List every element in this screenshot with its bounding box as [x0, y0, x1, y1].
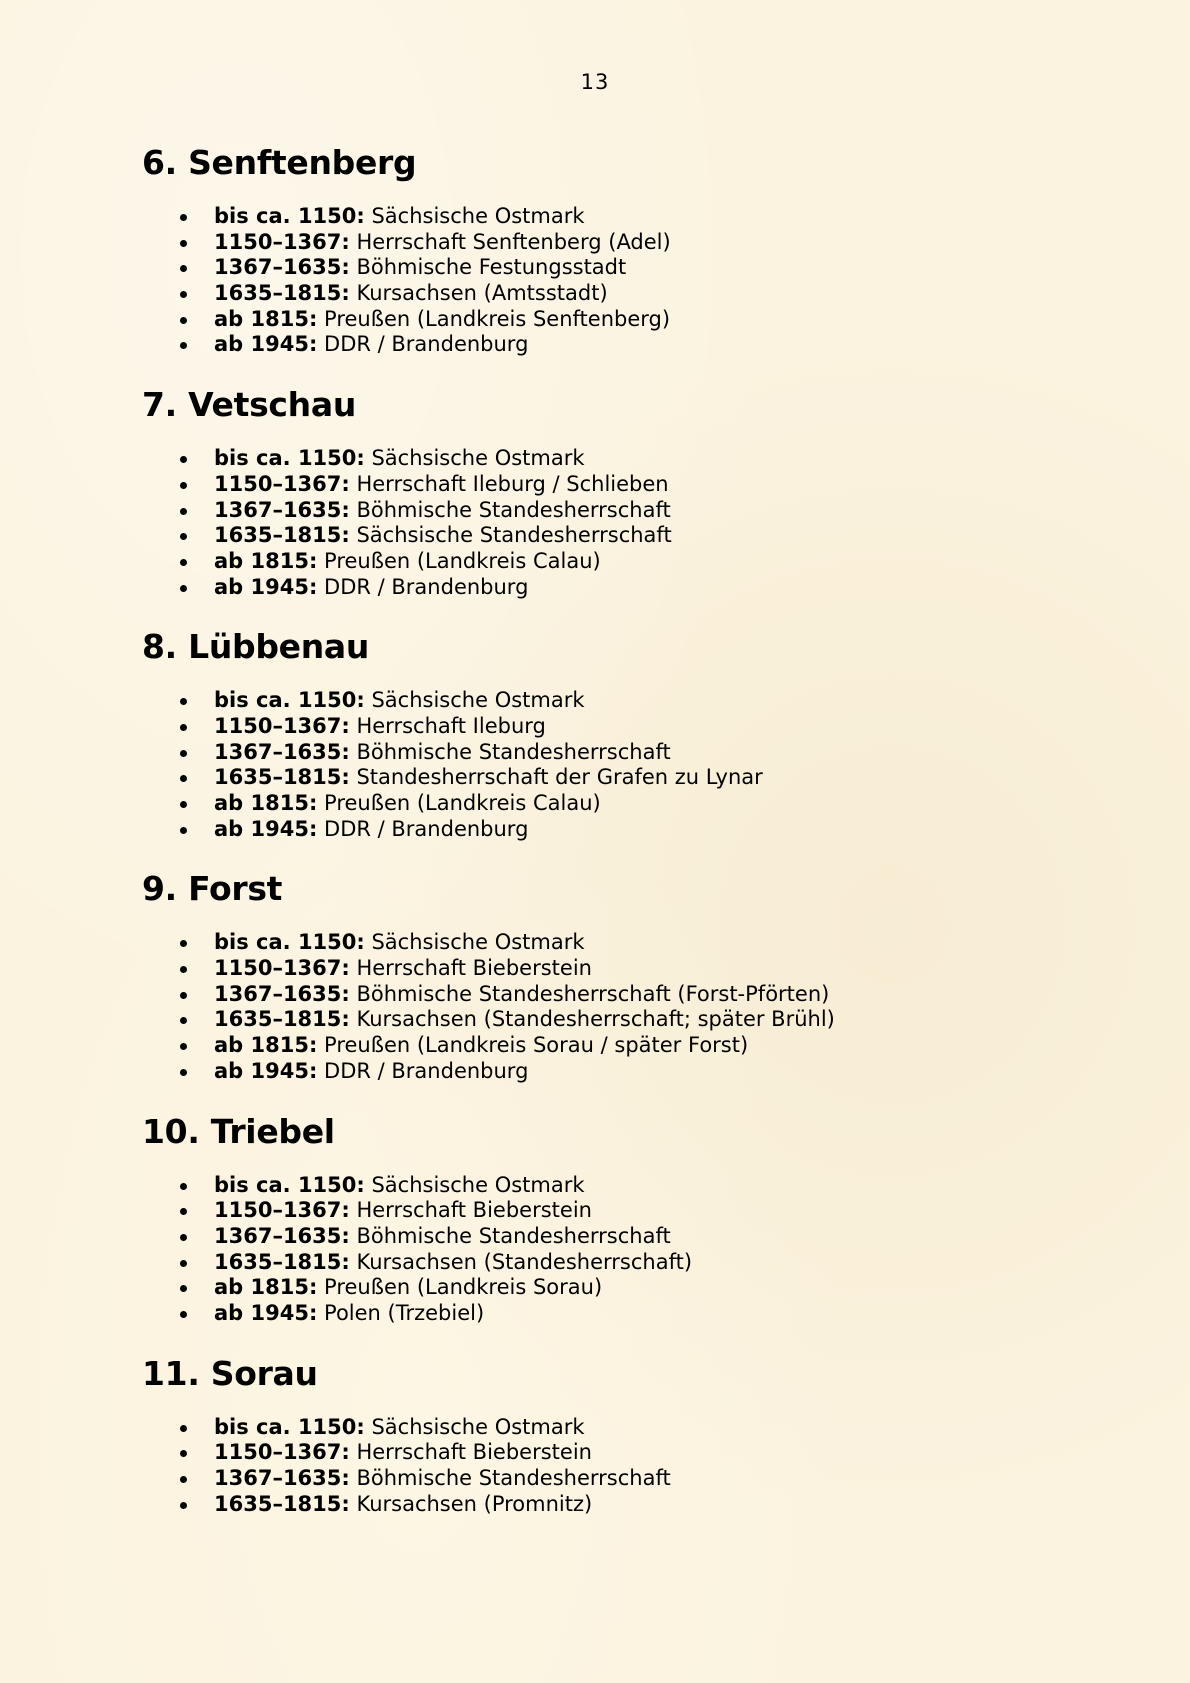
entry-list	[142, 1159, 1102, 1347]
entry-text: DDR / Brandenburg	[317, 1058, 529, 1083]
bullet-icon	[180, 966, 187, 973]
bullet-icon	[180, 775, 187, 782]
list-item	[142, 740, 1102, 766]
list-item	[142, 1007, 1102, 1033]
list-item	[142, 791, 1102, 817]
entry-period: 1150–1367:	[214, 956, 350, 981]
list-item	[142, 1492, 1102, 1518]
entry-period: ab 1945:	[214, 1058, 318, 1083]
bullet-icon	[180, 1285, 187, 1292]
list-item	[142, 982, 1102, 1008]
section-luebbenau	[142, 620, 1102, 862]
list-item	[142, 575, 1102, 601]
list-item	[142, 1198, 1102, 1224]
section-triebel	[142, 1105, 1102, 1347]
entry-period: 1635–1815:	[214, 1491, 350, 1516]
entry-text: Sächsische Standesherrschaft	[349, 523, 672, 548]
entry-period: 1635–1815:	[214, 281, 350, 306]
list-item	[142, 1224, 1102, 1250]
bullet-icon	[180, 317, 187, 324]
page-number: 13	[580, 70, 610, 94]
list-item	[142, 930, 1102, 956]
section-forst	[142, 862, 1102, 1104]
bullet-icon	[180, 698, 187, 705]
bullet-icon	[180, 1425, 187, 1432]
entry-period: 1367–1635:	[214, 497, 350, 522]
entry-period: ab 1945:	[214, 1300, 318, 1325]
entry-list	[142, 1401, 1102, 1538]
entry-period: 1150–1367:	[214, 1198, 350, 1223]
entry-text: Herrschaft Senftenberg (Adel)	[349, 229, 671, 254]
bullet-icon	[180, 559, 187, 566]
entry-list	[142, 916, 1102, 1104]
bullet-icon	[180, 724, 187, 731]
entry-text: Böhmische Standesherrschaft	[349, 1223, 671, 1248]
entry-period: 1635–1815:	[214, 523, 350, 548]
entry-text: Böhmische Standesherrschaft (Forst-Pförten)	[349, 981, 830, 1006]
list-item	[142, 688, 1102, 714]
bullet-icon	[180, 1450, 187, 1457]
entry-period: ab 1945:	[214, 816, 318, 841]
entry-text: Sächsische Ostmark	[364, 1172, 585, 1197]
entry-period: 1367–1635:	[214, 255, 350, 280]
list-item	[142, 1033, 1102, 1059]
entry-text: Preußen (Landkreis Senftenberg)	[317, 306, 671, 331]
bullet-icon	[180, 1043, 187, 1050]
section-vetschau	[142, 378, 1102, 620]
bullet-icon	[180, 1476, 187, 1483]
section-senftenberg	[142, 136, 1102, 378]
entry-period: bis ca. 1150:	[214, 688, 365, 713]
section-title: 11. Sorau	[142, 1353, 318, 1393]
entry-period: bis ca. 1150:	[214, 1172, 365, 1197]
bullet-icon	[180, 940, 187, 947]
entry-text: DDR / Brandenburg	[317, 332, 529, 357]
list-item	[142, 1440, 1102, 1466]
list-item	[142, 1415, 1102, 1441]
entry-text: Herrschaft Ileburg / Schlieben	[349, 471, 669, 496]
entry-text: Preußen (Landkreis Sorau)	[317, 1275, 603, 1300]
list-item	[142, 549, 1102, 575]
entry-text: Sächsische Ostmark	[364, 930, 585, 955]
bullet-icon	[180, 214, 187, 221]
bullet-icon	[180, 533, 187, 540]
entry-list	[142, 432, 1102, 620]
entry-period: 1150–1367:	[214, 713, 350, 738]
bullet-icon	[180, 456, 187, 463]
entry-text: Böhmische Standesherrschaft	[349, 497, 671, 522]
entry-period: 1635–1815:	[214, 1007, 350, 1032]
entry-period: ab 1945:	[214, 574, 318, 599]
entry-list	[142, 190, 1102, 378]
list-item	[142, 307, 1102, 333]
entry-period: 1150–1367:	[214, 471, 350, 496]
entry-text: DDR / Brandenburg	[317, 574, 529, 599]
list-item	[142, 1250, 1102, 1276]
bullet-icon	[180, 482, 187, 489]
entry-text: Herrschaft Ileburg	[349, 713, 546, 738]
entry-list	[142, 674, 1102, 862]
entry-period: bis ca. 1150:	[214, 446, 365, 471]
entry-period: 1635–1815:	[214, 765, 350, 790]
entry-period: 1635–1815:	[214, 1249, 350, 1274]
entry-text: Böhmische Standesherrschaft	[349, 739, 671, 764]
list-item	[142, 523, 1102, 549]
entry-text: Sächsische Ostmark	[364, 1414, 585, 1439]
entry-text: Sächsische Ostmark	[364, 688, 585, 713]
list-item	[142, 1059, 1102, 1085]
entry-period: bis ca. 1150:	[214, 1414, 365, 1439]
entry-text: Standesherrschaft der Grafen zu Lynar	[349, 765, 763, 790]
bullet-icon	[180, 1017, 187, 1024]
entry-text: Herrschaft Bieberstein	[349, 956, 592, 981]
entry-text: Böhmische Standesherrschaft	[349, 1466, 671, 1490]
entry-text: Kursachsen (Amtsstadt)	[349, 281, 608, 306]
list-item	[142, 1466, 1102, 1492]
entry-text: Preußen (Landkreis Sorau / später Forst)	[317, 1033, 749, 1058]
bullet-icon	[180, 585, 187, 592]
bullet-icon	[180, 1502, 187, 1509]
list-item	[142, 446, 1102, 472]
entry-text: Kursachsen (Standesherrschaft; später Brühl)	[349, 1007, 835, 1032]
entry-period: ab 1815:	[214, 548, 318, 573]
entry-text: Sächsische Ostmark	[364, 446, 585, 471]
list-item	[142, 1275, 1102, 1301]
list-item	[142, 255, 1102, 281]
section-title: 8. Lübbenau	[142, 627, 370, 667]
bullet-icon	[180, 1311, 187, 1318]
list-item	[142, 498, 1102, 524]
section-title: 6. Senftenberg	[142, 143, 417, 182]
entry-text: Kursachsen (Standesherrschaft)	[349, 1249, 693, 1274]
list-item	[142, 714, 1102, 740]
bullet-icon	[180, 827, 187, 834]
bullet-icon	[180, 801, 187, 808]
bullet-icon	[180, 508, 187, 515]
entry-period: 1367–1635:	[214, 739, 350, 764]
bullet-icon	[180, 291, 187, 298]
entry-period: ab 1945:	[214, 332, 318, 357]
entry-text: DDR / Brandenburg	[317, 816, 529, 841]
entry-period: bis ca. 1150:	[214, 204, 365, 228]
bullet-icon	[180, 1208, 187, 1215]
entry-text: Herrschaft Bieberstein	[349, 1198, 592, 1223]
entry-period: ab 1815:	[214, 1033, 318, 1058]
entry-period: 1150–1367:	[214, 1440, 350, 1465]
document-body	[142, 136, 1102, 1537]
entry-period: 1367–1635:	[214, 1466, 350, 1490]
bullet-icon	[180, 240, 187, 247]
section-title: 7. Vetschau	[142, 385, 357, 425]
list-item	[142, 817, 1102, 843]
list-item	[142, 472, 1102, 498]
entry-period: ab 1815:	[214, 306, 318, 331]
entry-text: Preußen (Landkreis Calau)	[317, 548, 601, 573]
entry-text: Sächsische Ostmark	[364, 204, 585, 228]
bullet-icon	[180, 750, 187, 757]
list-item	[142, 332, 1102, 358]
list-item	[142, 281, 1102, 307]
section-title: 9. Forst	[142, 869, 283, 909]
bullet-icon	[180, 992, 187, 999]
section-title: 10. Triebel	[142, 1111, 335, 1151]
entry-period: 1150–1367:	[214, 229, 350, 254]
bullet-icon	[180, 1260, 187, 1267]
list-item	[142, 956, 1102, 982]
entry-period: 1367–1635:	[214, 1223, 350, 1248]
entry-text: Polen (Trzebiel)	[317, 1300, 485, 1325]
list-item	[142, 765, 1102, 791]
bullet-icon	[180, 1234, 187, 1241]
entry-text: Kursachsen (Promnitz)	[349, 1491, 593, 1516]
entry-period: ab 1815:	[214, 791, 318, 815]
list-item	[142, 1301, 1102, 1327]
list-item	[142, 230, 1102, 256]
entry-period: ab 1815:	[214, 1275, 318, 1300]
bullet-icon	[180, 265, 187, 272]
entry-text: Preußen (Landkreis Calau)	[317, 791, 601, 815]
list-item	[142, 204, 1102, 230]
section-sorau	[142, 1347, 1102, 1538]
entry-text: Herrschaft Bieberstein	[349, 1440, 592, 1465]
list-item	[142, 1173, 1102, 1199]
entry-text: Böhmische Festungsstadt	[349, 255, 627, 280]
bullet-icon	[180, 1183, 187, 1190]
bullet-icon	[180, 342, 187, 349]
bullet-icon	[180, 1069, 187, 1076]
entry-period: 1367–1635:	[214, 981, 350, 1006]
entry-period: bis ca. 1150:	[214, 930, 365, 955]
